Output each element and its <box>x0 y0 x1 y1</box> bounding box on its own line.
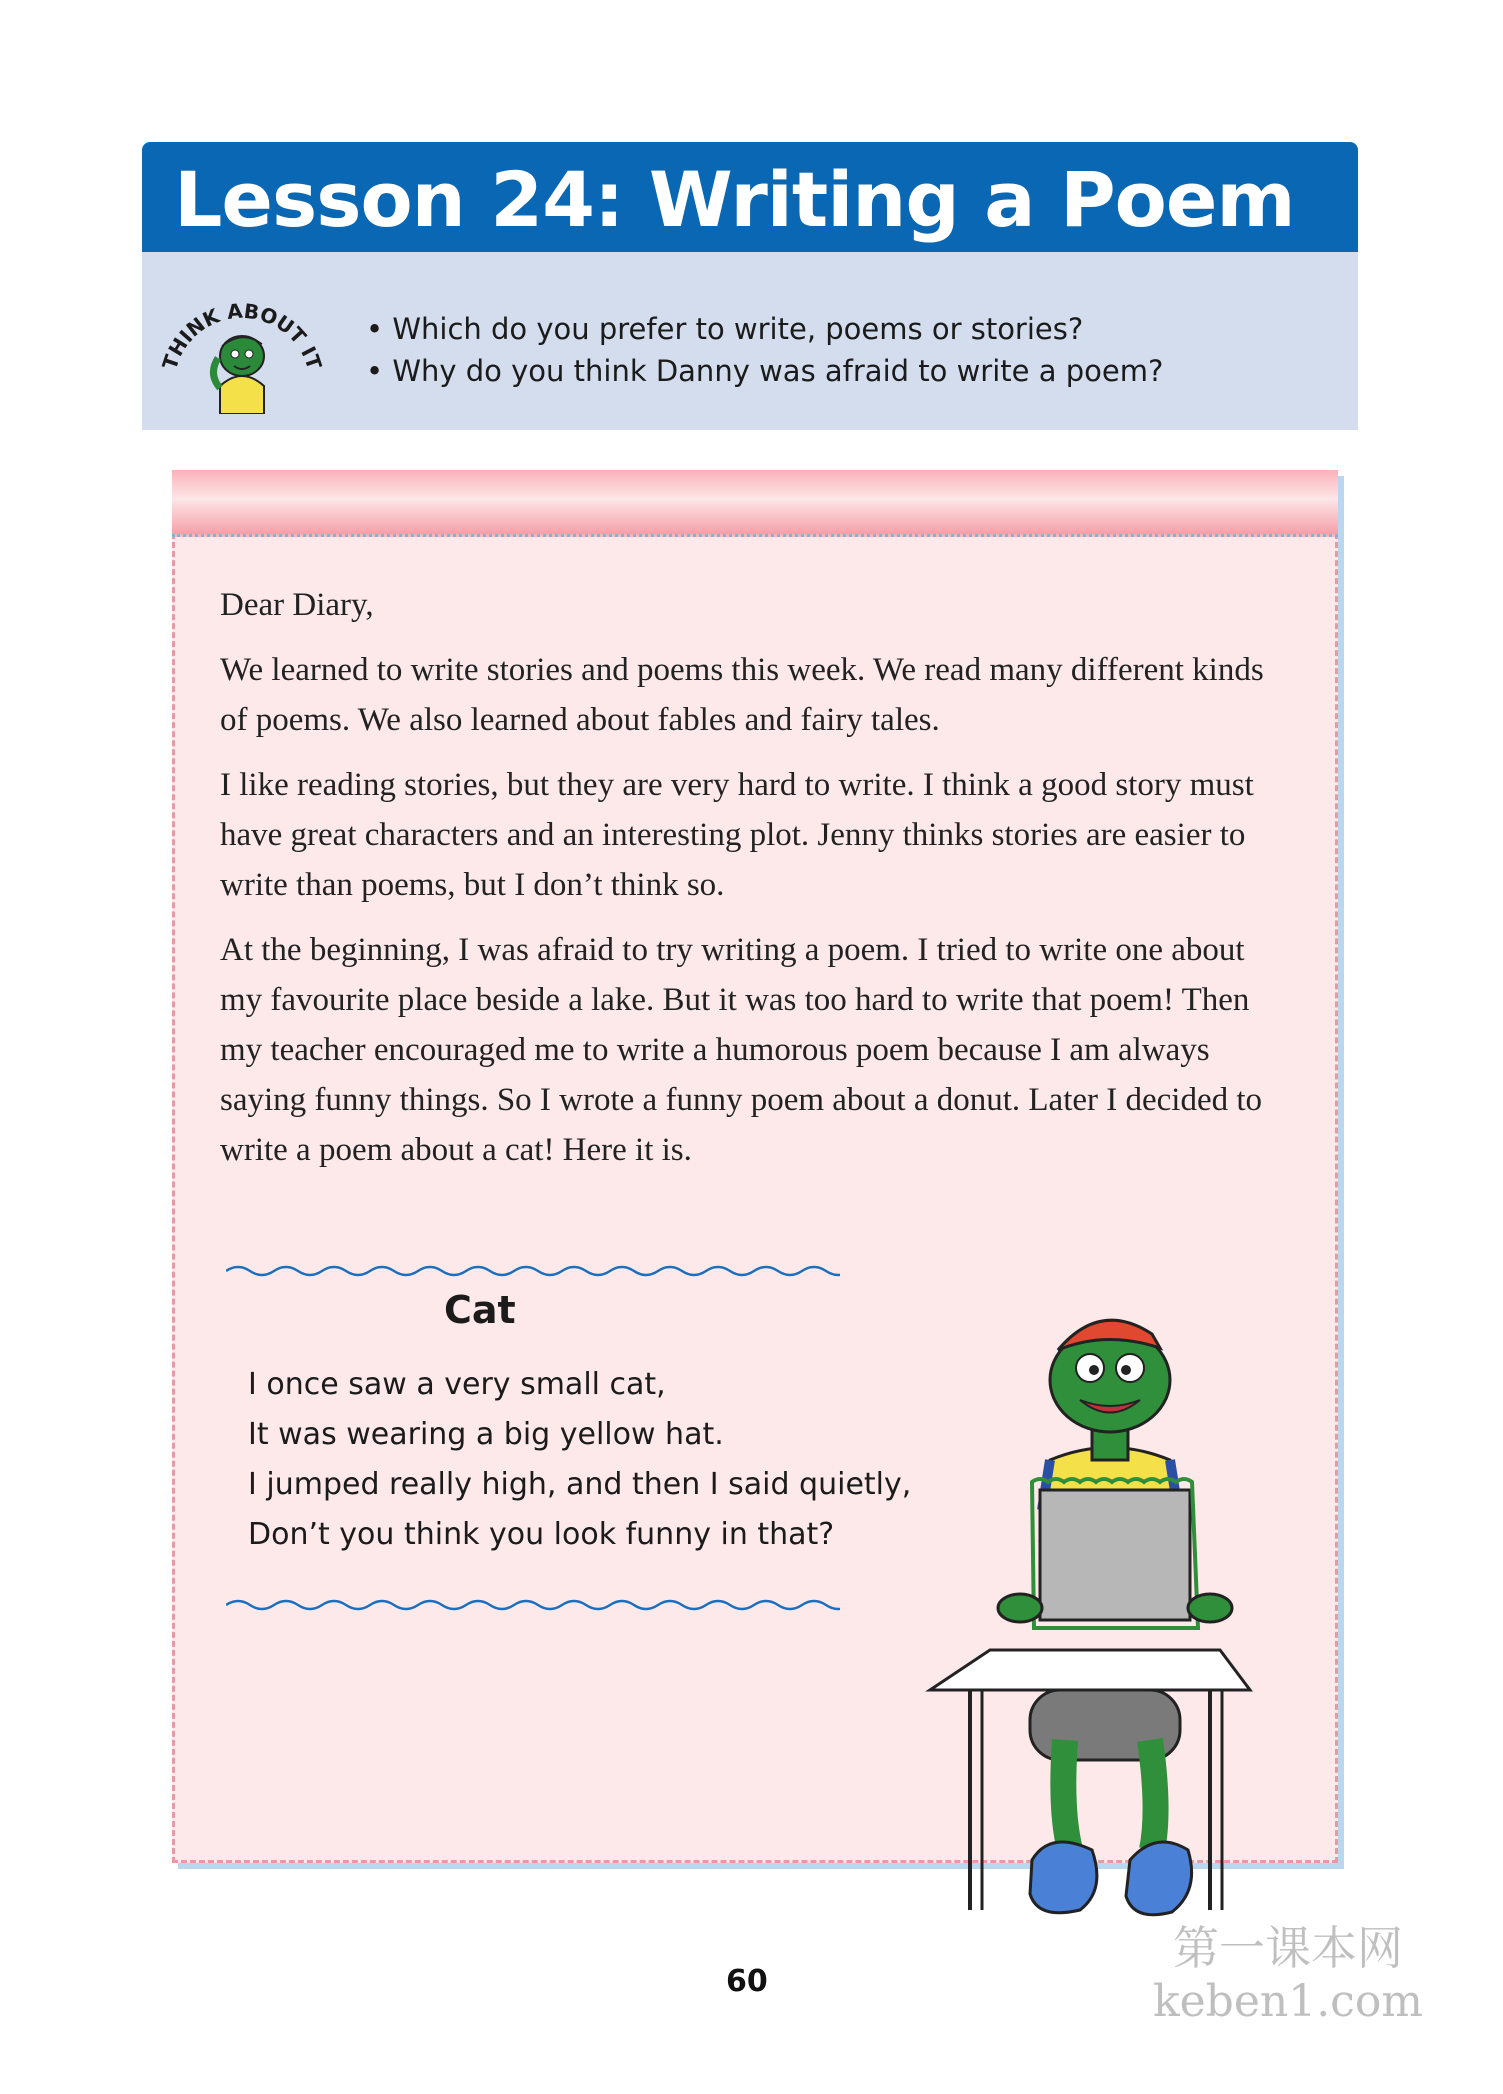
diary-header-strip <box>172 470 1338 537</box>
lesson-title-bar <box>142 142 1358 252</box>
diary-entry <box>220 580 1270 1190</box>
diary-paragraph-3: At the beginning, I was afraid to try writing a poem. I tried to write one about my favourite place beside a lake. But it was too hard to write that poem! Then my teacher encouraged me to write a humorous poem because I am always saying funny things. So I wrote a funny poem about a donut. Later I decided to write a poem about a cat! Here it is. <box>220 932 1263 1168</box>
poem-line-3: I jumped really high, and then I said quietly, <box>248 1467 912 1502</box>
question-1: • Which do you prefer to write, poems or stories? <box>366 308 1163 350</box>
poem-body <box>248 1360 911 1560</box>
poem-top-divider <box>226 1262 840 1280</box>
think-about-it-box <box>142 252 1358 430</box>
poem-line-2: It was wearing a big yellow hat. <box>248 1417 724 1452</box>
badge-text: THINK ABOUT IT <box>157 298 327 373</box>
question-2: • Why do you think Danny was afraid to write a poem? <box>366 350 1163 392</box>
diary-greeting: Dear Diary, <box>220 587 374 623</box>
poem-title: Cat <box>444 1288 516 1332</box>
poem-line-4: Don’t you think you look funny in that? <box>248 1517 835 1552</box>
turtle-at-laptop-illustration <box>920 1290 1300 1930</box>
watermark-line-1: 第一课本网 <box>1173 1921 1403 1975</box>
watermark <box>1138 1920 1438 2028</box>
diary-paragraph-2: I like reading stories, but they are very hard to write. I think a good story must have great characters and an interesting plot. Jenny thinks stories are easier to write than poems, but I don’t think so. <box>220 767 1254 903</box>
page-number: 60 <box>726 1964 768 1999</box>
lesson-title: Lesson 24: Writing a Poem <box>174 155 1295 244</box>
poem-line-1: I once saw a very small cat, <box>248 1367 666 1402</box>
think-about-it-badge <box>152 274 332 414</box>
watermark-line-2: keben1.com <box>1152 1976 1424 2027</box>
poem-bottom-divider <box>226 1596 840 1614</box>
diary-paragraph-1: We learned to write stories and poems this week. We read many different kinds of poems. We also learned about fables and fairy tales. <box>220 652 1264 738</box>
think-questions <box>366 308 1163 392</box>
